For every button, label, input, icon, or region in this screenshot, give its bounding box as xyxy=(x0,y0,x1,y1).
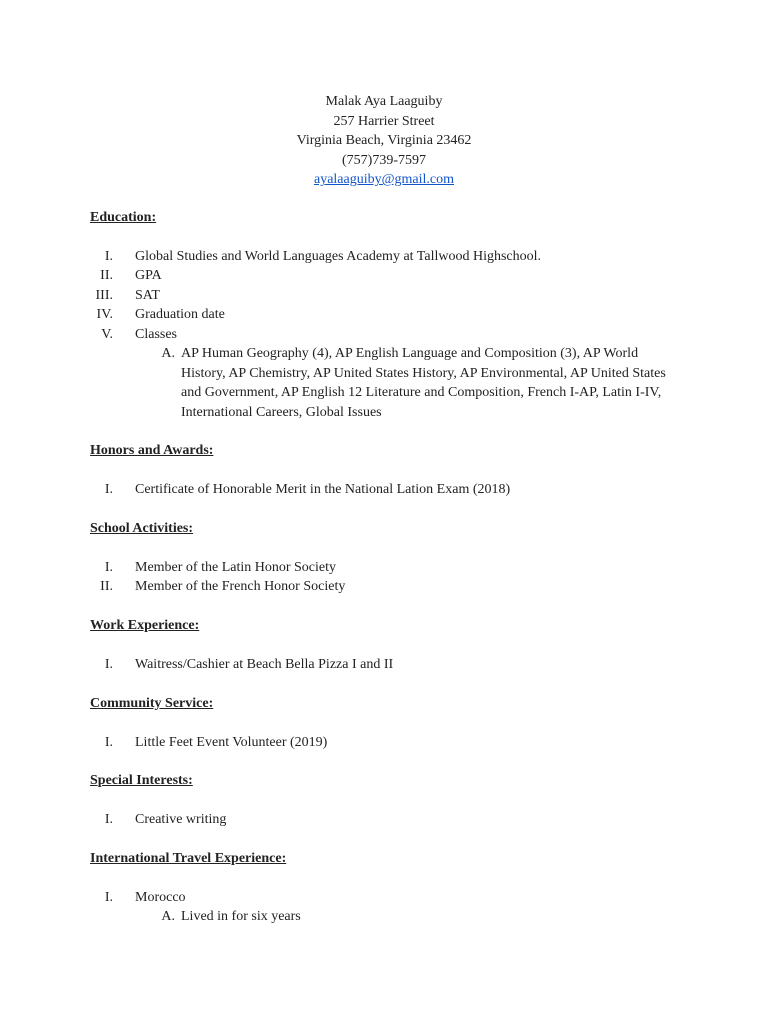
email-link[interactable]: ayalaaguiby@gmail.com xyxy=(313,172,454,188)
education-item-number: IV. xyxy=(96,307,113,322)
travel-sub-text: Lived in for six years xyxy=(181,909,301,924)
city-state-zip: Virginia Beach, Virginia 23462 xyxy=(296,133,472,149)
work-item-number: I. xyxy=(104,657,113,672)
education-item-number: I. xyxy=(104,249,113,264)
interests-item-text: Creative writing xyxy=(135,812,227,827)
applicant-name: Malak Aya Laaguiby xyxy=(325,94,443,109)
activities-item-text: Member of the Latin Honor Society xyxy=(135,560,337,575)
honors-item-text: Certificate of Honorable Merit in the National Lation Exam (2018) xyxy=(135,482,511,497)
community-item-number: I. xyxy=(104,735,113,750)
community-item-text: Little Feet Event Volunteer (2019) xyxy=(135,735,328,750)
activities-item-number: I. xyxy=(104,560,113,575)
community-heading: Community Service: xyxy=(90,696,214,711)
education-item-number: II. xyxy=(100,268,113,283)
education-item-number: V. xyxy=(101,327,113,342)
activities-item-text: Member of the French Honor Society xyxy=(135,579,346,594)
contact-header xyxy=(0,92,768,190)
classes-sub-number: A. xyxy=(161,346,175,361)
education-item-text: Graduation date xyxy=(135,307,225,322)
classes-list-line: International Careers, Global Issues xyxy=(181,405,382,420)
honors-heading: Honors and Awards: xyxy=(90,443,214,458)
classes-list-line: History, AP Chemistry, AP United States History, AP Environmental, AP United States xyxy=(181,366,666,381)
interests-heading: Special Interests: xyxy=(90,773,193,788)
classes-list-line: AP Human Geography (4), AP English Language and Composition (3), AP World xyxy=(181,346,639,361)
travel-item-text: Morocco xyxy=(135,890,186,905)
education-item-text: Classes xyxy=(135,327,177,342)
street-address: 257 Harrier Street xyxy=(333,113,435,129)
honors-item-number: I. xyxy=(104,482,113,497)
activities-heading: School Activities: xyxy=(90,521,194,536)
education-item-text: SAT xyxy=(135,288,160,303)
travel-item-number: I. xyxy=(104,890,113,905)
education-item-text: Global Studies and World Languages Academy at Tallwood Highschool. xyxy=(135,249,542,264)
travel-heading: International Travel Experience: xyxy=(90,851,287,866)
education-item-number: III. xyxy=(95,288,113,303)
activities-item-number: II. xyxy=(100,579,113,594)
phone-number: (757)739-7597 xyxy=(342,152,426,168)
work-item-text: Waitress/Cashier at Beach Bella Pizza I and II xyxy=(135,657,394,672)
classes-list-line: and Government, AP English 12 Literature and Composition, French I-AP, Latin I-IV, xyxy=(181,385,662,400)
work-heading: Work Experience: xyxy=(90,618,200,633)
travel-sub-number: A. xyxy=(161,909,175,924)
education-item-text: GPA xyxy=(135,268,162,283)
interests-item-number: I. xyxy=(104,812,113,827)
education-heading: Education: xyxy=(90,210,157,225)
